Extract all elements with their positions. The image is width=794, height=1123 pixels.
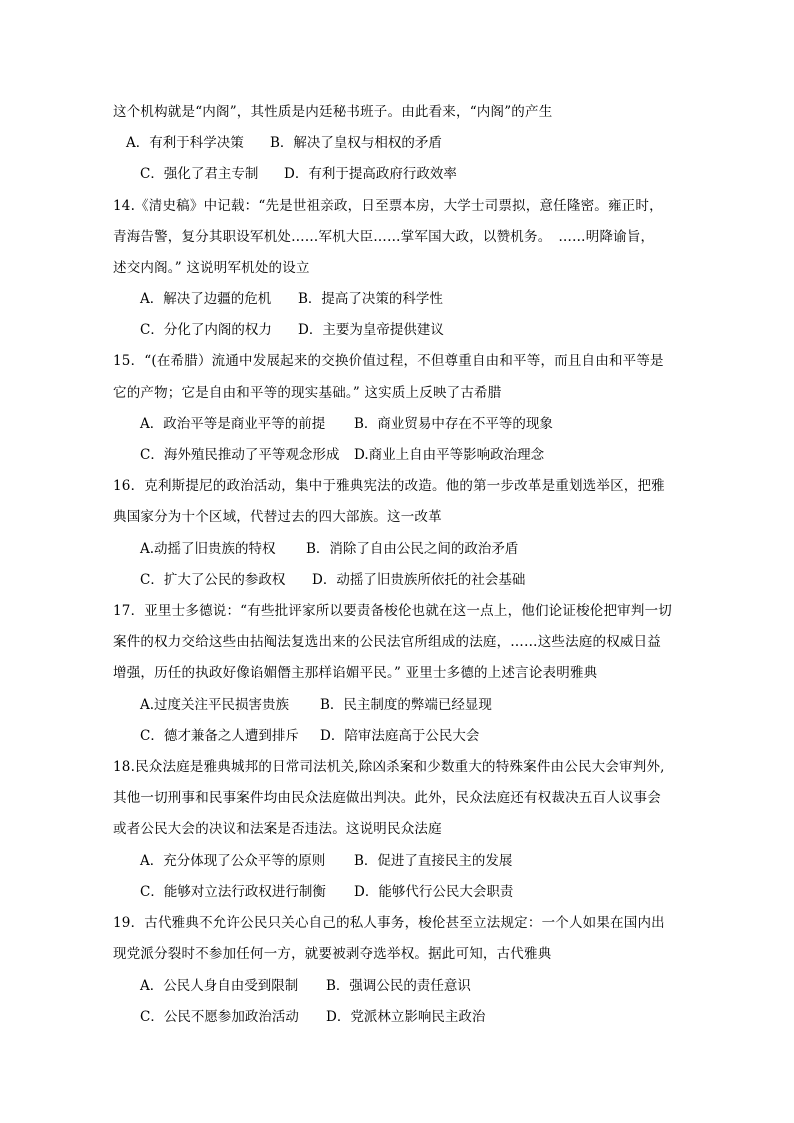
- q14-option-c[interactable]: C．分化了内阁的权力: [140, 322, 272, 338]
- q16-stem-line-2: 典国家分为十个区域，代替过去的四大部族。这一改革: [113, 509, 442, 525]
- q13-option-c[interactable]: C．强化了君主专制: [140, 166, 259, 182]
- q15-stem-line-1: 15．“(在希腊）流通中发展起来的交换价值过程，不但尊重自由和平等，而且自由和平等是: [113, 353, 664, 369]
- q16-option-d[interactable]: D．动摇了旧贵族所依托的社会基础: [312, 572, 526, 588]
- q15-option-d[interactable]: D.商业上自由平等影响政治理念: [354, 447, 545, 463]
- q14-stem-line-2: 青海告警，复分其职设军机处……军机大臣……掌军国大政，以赞机务。 ……明降谕旨，: [113, 229, 655, 245]
- q19-option-d[interactable]: D．党派林立影响民主政治: [326, 1009, 486, 1025]
- q18-option-c[interactable]: C．能够对立法行政权进行制衡: [140, 884, 326, 900]
- q16-option-c[interactable]: C．扩大了公民的参政权: [140, 572, 286, 588]
- q18-stem-line-1: 18.民众法庭是雅典城邦的日常司法机关,除凶杀案和少数重大的特殊案件由公民大会审判外,: [113, 759, 665, 775]
- q19-option-b[interactable]: B．强调公民的责任意识: [326, 978, 471, 994]
- q15-option-b[interactable]: B．商业贸易中存在不平等的现象: [354, 416, 553, 432]
- q14-option-b[interactable]: B．提高了决策的科学性: [298, 291, 443, 307]
- q13-option-d[interactable]: D．有利于提高政府行政效率: [284, 166, 457, 182]
- q18-option-b[interactable]: B．促进了直接民主的发展: [354, 853, 513, 869]
- q17-stem-line-1: 17．亚里士多德说：“有些批评家所以要责备梭伦也就在这一点上，他们论证梭伦把审判一切: [113, 603, 672, 619]
- q18-stem-line-3: 或者公民大会的决议和法案是否违法。这说明民众法庭: [113, 821, 442, 837]
- q14-option-d[interactable]: D．主要为皇帝提供建议: [298, 322, 444, 338]
- q18-option-a[interactable]: A．充分体现了公众平等的原则: [140, 853, 326, 869]
- q18-stem-line-2: 其他一切刑事和民事案件均由民众法庭做出判决。此外，民众法庭还有权裁决五百人议事会: [113, 790, 661, 806]
- q19-stem-line-1: 19．古代雅典不允许公民只关心自己的私人事务，梭伦甚至立法规定：一个人如果在国内出: [113, 915, 665, 931]
- q14-stem-line-1: 14.《清史稿》中记载：“先是世祖亲政，日至票本房，大学士司票拟，意任隆密。雍正时，: [113, 198, 663, 214]
- q15-option-c[interactable]: C．海外殖民推动了平等观念形成: [140, 447, 340, 463]
- q16-stem-line-1: 16．克利斯提尼的政治活动，集中于雅典宪法的改造。他的第一步改革是重划选举区，把雅: [113, 478, 665, 494]
- q17-option-d[interactable]: D．陪审法庭高于公民大会: [320, 728, 480, 744]
- q14-option-a[interactable]: A．解决了边疆的危机: [140, 291, 272, 307]
- q14-stem-line-3: 述交内阁。” 这说明军机处的设立: [113, 260, 310, 276]
- q15-stem-line-2: 它的产物；它是自由和平等的现实基础。” 这实质上反映了古希腊: [113, 385, 502, 401]
- q19-option-a[interactable]: A．公民人身自由受到限制: [140, 978, 299, 994]
- q16-option-b[interactable]: B．消除了自由公民之间的政治矛盾: [306, 541, 519, 557]
- q13-stem-tail: 这个机构就是“内阁”，其性质是内廷秘书班子。由此看来，“内阁”的产生: [113, 104, 553, 120]
- q16-option-a[interactable]: A.动摇了旧贵族的特权: [140, 541, 276, 557]
- q17-option-b[interactable]: B．民主制度的弊端已经显现: [320, 697, 492, 713]
- q19-option-c[interactable]: C．公民不愿参加政治活动: [140, 1009, 299, 1025]
- q17-stem-line-3: 增强，历任的执政好像谄媚僭主那样谄媚平民。” 亚里士多德的上述言论表明雅典: [113, 665, 598, 681]
- q19-stem-line-2: 现党派分裂时不参加任何一方，就要被剥夺选举权。据此可知，古代雅典: [113, 946, 552, 962]
- q17-stem-line-2: 案件的权力交给这些由拈阄法复选出来的公民法官所组成的法庭，……这些法庭的权威日益: [113, 634, 661, 650]
- q13-option-a[interactable]: A．有利于科学决策: [126, 135, 244, 151]
- q13-option-b[interactable]: B．解决了皇权与相权的矛盾: [270, 135, 442, 151]
- q18-option-d[interactable]: D．能够代行公民大会职责: [354, 884, 514, 900]
- q17-option-c[interactable]: C．德才兼备之人遭到排斥: [140, 728, 299, 744]
- q17-option-a[interactable]: A.过度关注平民损害贵族: [140, 697, 290, 713]
- q15-option-a[interactable]: A．政治平等是商业平等的前提: [140, 416, 326, 432]
